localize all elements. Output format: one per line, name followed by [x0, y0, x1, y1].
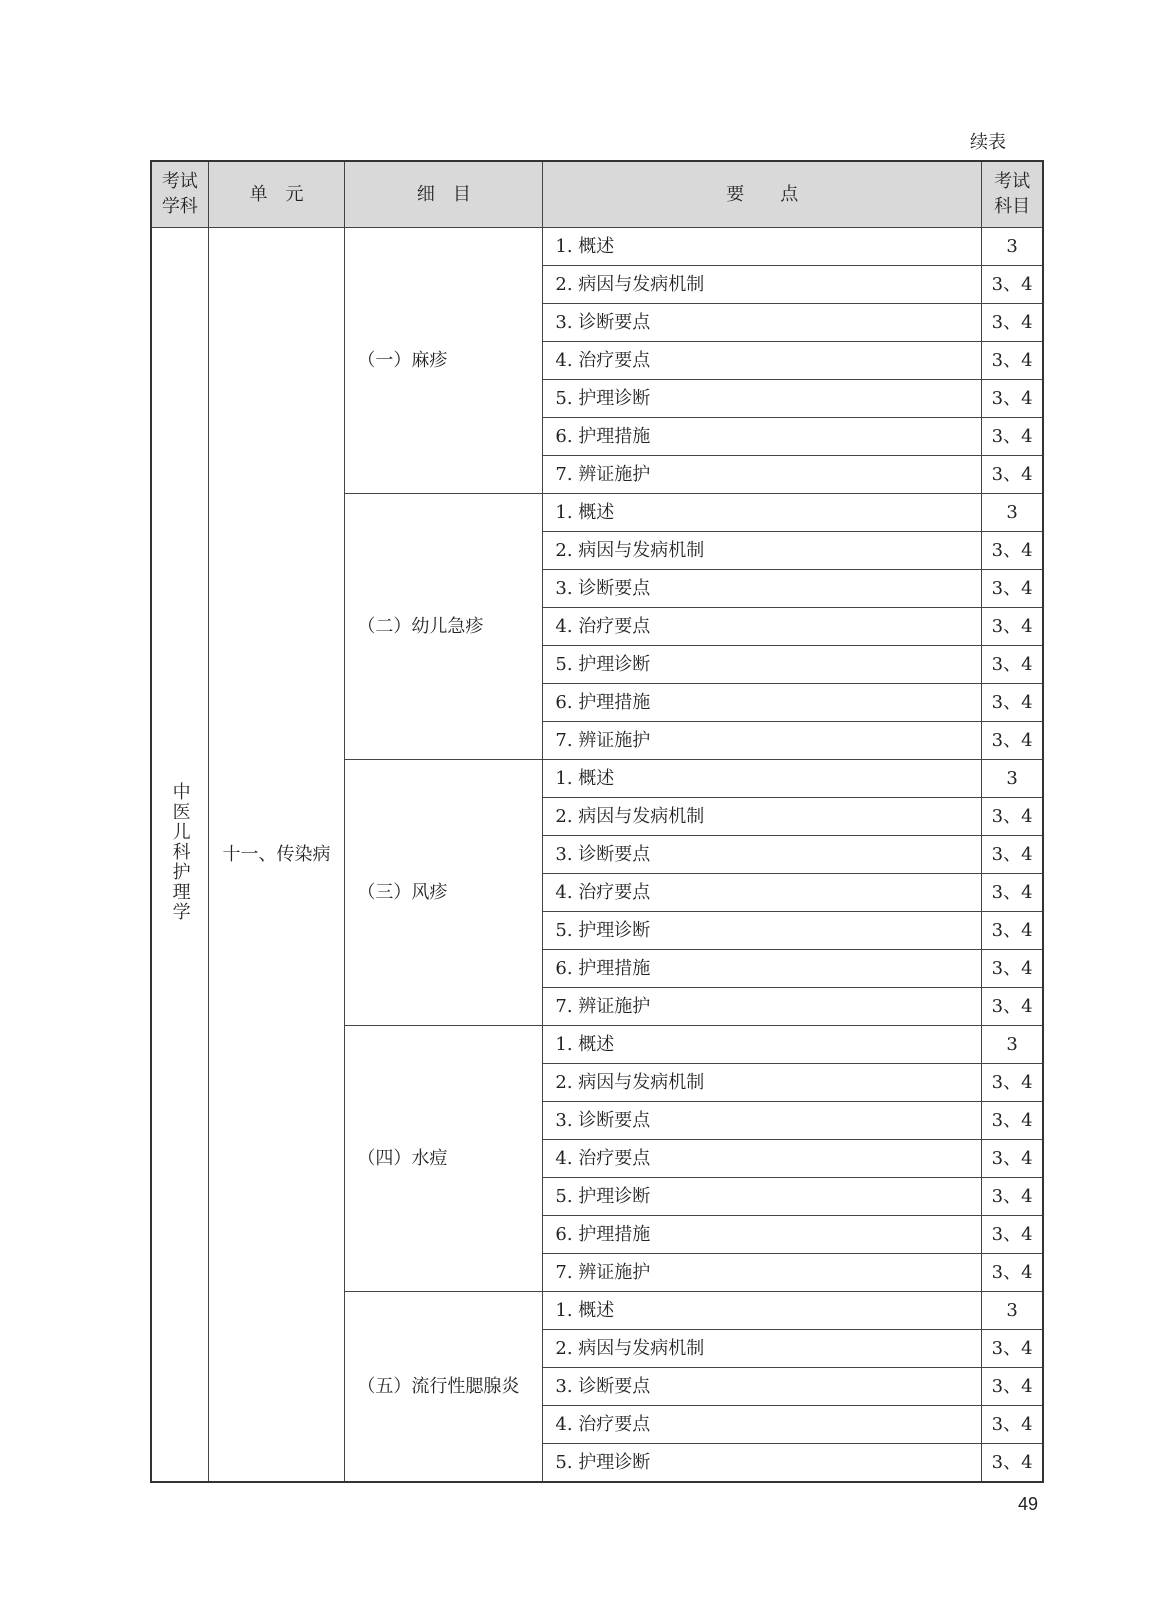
point-cell: 5. 护理诊断 [543, 646, 982, 684]
header-item: 细 目 [345, 161, 543, 228]
point-cell: 2. 病因与发病机制 [543, 266, 982, 304]
code-cell: 3、4 [982, 1178, 1043, 1216]
code-cell: 3、4 [982, 1102, 1043, 1140]
point-cell: 5. 护理诊断 [543, 380, 982, 418]
code-cell: 3、4 [982, 380, 1043, 418]
point-cell: 4. 治疗要点 [543, 874, 982, 912]
item-cell: （一）麻疹 [345, 228, 543, 494]
point-cell: 7. 辨证施护 [543, 988, 982, 1026]
point-cell: 1. 概述 [543, 760, 982, 798]
unit-cell: 十一、传染病 [208, 228, 345, 1483]
code-cell: 3、4 [982, 1368, 1043, 1406]
code-cell: 3、4 [982, 836, 1043, 874]
point-cell: 2. 病因与发病机制 [543, 798, 982, 836]
point-cell: 6. 护理措施 [543, 1216, 982, 1254]
syllabus-table [150, 160, 1044, 1483]
point-cell: 7. 辨证施护 [543, 722, 982, 760]
code-cell: 3、4 [982, 1216, 1043, 1254]
subject-name: 中医儿科护理学 [169, 781, 191, 922]
point-cell: 1. 概述 [543, 1026, 982, 1064]
code-cell: 3、4 [982, 1406, 1043, 1444]
code-cell: 3、4 [982, 722, 1043, 760]
continued-label: 续表 [970, 132, 1006, 153]
code-cell: 3、4 [982, 608, 1043, 646]
header-code-line2: 科目 [994, 195, 1031, 217]
code-cell: 3、4 [982, 646, 1043, 684]
code-cell: 3、4 [982, 266, 1043, 304]
code-cell: 3 [982, 760, 1043, 798]
code-cell: 3、4 [982, 1444, 1043, 1483]
point-cell: 6. 护理措施 [543, 950, 982, 988]
code-cell: 3、4 [982, 1254, 1043, 1292]
code-cell: 3、4 [982, 798, 1043, 836]
point-cell: 3. 诊断要点 [543, 836, 982, 874]
code-cell: 3、4 [982, 532, 1043, 570]
code-cell: 3、4 [982, 1064, 1043, 1102]
code-cell: 3 [982, 228, 1043, 266]
point-cell: 1. 概述 [543, 494, 982, 532]
point-cell: 2. 病因与发病机制 [543, 532, 982, 570]
item-cell: （四）水痘 [345, 1026, 543, 1292]
code-cell: 3、4 [982, 418, 1043, 456]
point-cell: 3. 诊断要点 [543, 304, 982, 342]
point-cell: 3. 诊断要点 [543, 570, 982, 608]
header-subject [151, 161, 208, 228]
table-header-row [151, 161, 1043, 228]
point-cell: 1. 概述 [543, 1292, 982, 1330]
code-cell: 3、4 [982, 304, 1043, 342]
subject-cell [151, 228, 208, 1483]
table-body [151, 228, 1043, 1483]
header-subject-line1: 考试 [161, 171, 198, 193]
point-cell: 2. 病因与发病机制 [543, 1330, 982, 1368]
code-cell: 3、4 [982, 874, 1043, 912]
point-cell: 5. 护理诊断 [543, 912, 982, 950]
code-cell: 3 [982, 1292, 1043, 1330]
code-cell: 3、4 [982, 988, 1043, 1026]
item-cell: （二）幼儿急疹 [345, 494, 543, 760]
code-cell: 3、4 [982, 684, 1043, 722]
code-cell: 3、4 [982, 570, 1043, 608]
page-number: 49 [1018, 1494, 1039, 1514]
code-cell: 3 [982, 1026, 1043, 1064]
point-cell: 2. 病因与发病机制 [543, 1064, 982, 1102]
header-subject-line2: 学科 [161, 195, 198, 217]
header-unit: 单 元 [208, 161, 345, 228]
code-cell: 3、4 [982, 342, 1043, 380]
header-code-line1: 考试 [994, 171, 1031, 193]
item-cell: （三）风疹 [345, 760, 543, 1026]
code-cell: 3、4 [982, 456, 1043, 494]
point-cell: 4. 治疗要点 [543, 1406, 982, 1444]
header-point: 要 点 [543, 161, 982, 228]
code-cell: 3、4 [982, 950, 1043, 988]
code-cell: 3 [982, 494, 1043, 532]
point-cell: 4. 治疗要点 [543, 608, 982, 646]
point-cell: 7. 辨证施护 [543, 1254, 982, 1292]
point-cell: 4. 治疗要点 [543, 1140, 982, 1178]
point-cell: 7. 辨证施护 [543, 456, 982, 494]
point-cell: 1. 概述 [543, 228, 982, 266]
code-cell: 3、4 [982, 1330, 1043, 1368]
point-cell: 3. 诊断要点 [543, 1368, 982, 1406]
header-code [982, 161, 1043, 228]
point-cell: 6. 护理措施 [543, 684, 982, 722]
point-cell: 4. 治疗要点 [543, 342, 982, 380]
point-cell: 6. 护理措施 [543, 418, 982, 456]
code-cell: 3、4 [982, 912, 1043, 950]
point-cell: 5. 护理诊断 [543, 1178, 982, 1216]
point-cell: 5. 护理诊断 [543, 1444, 982, 1483]
table-row [151, 228, 1043, 266]
code-cell: 3、4 [982, 1140, 1043, 1178]
item-cell: （五）流行性腮腺炎 [345, 1292, 543, 1483]
point-cell: 3. 诊断要点 [543, 1102, 982, 1140]
